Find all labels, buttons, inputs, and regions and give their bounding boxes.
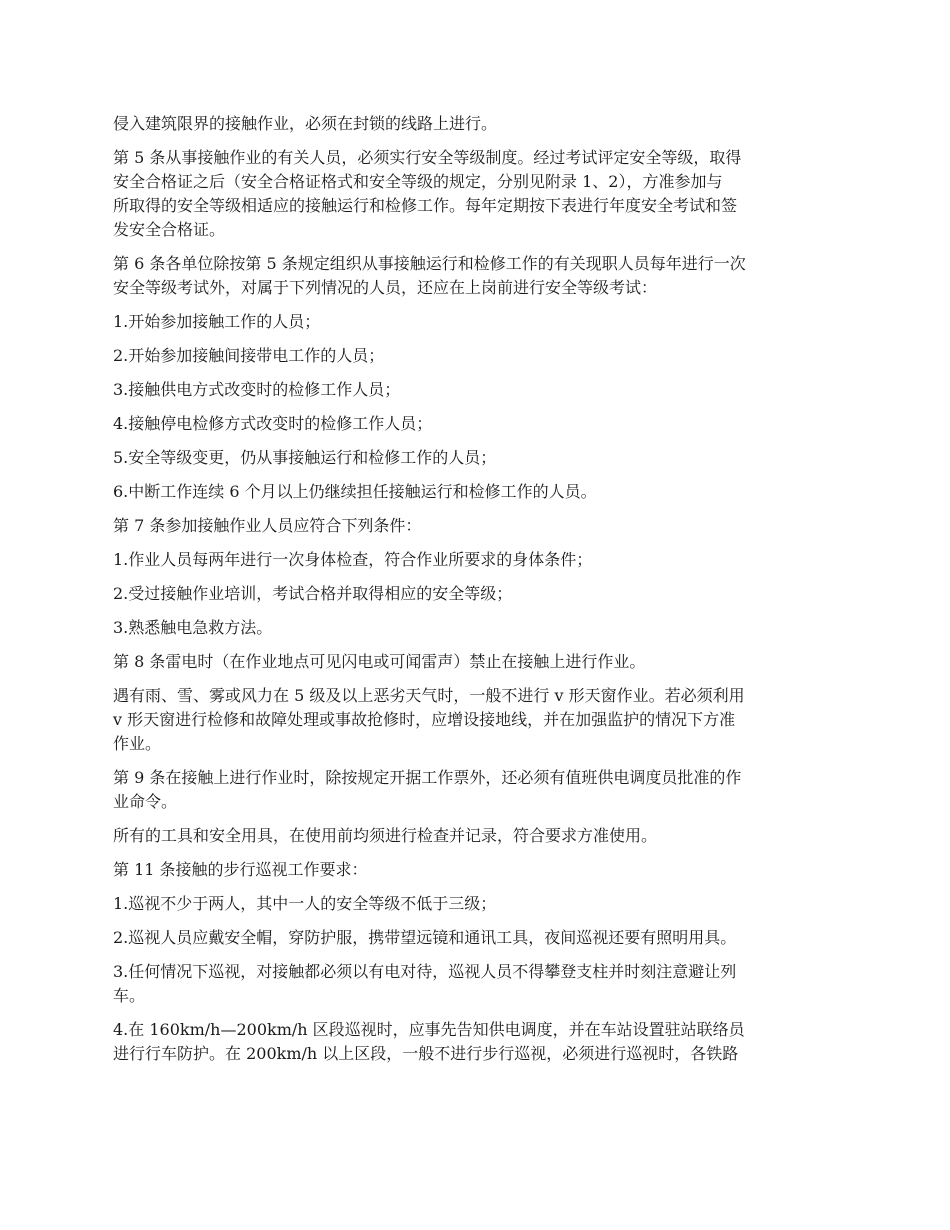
list-item: 4.接触停电检修方式改变时的检修工作人员； (113, 414, 433, 433)
paragraph: 第 8 条雷电时（在作业地点可见闪电或可闻雷声）禁止在接触上进行作业。 (113, 652, 646, 671)
paragraph: 第 11 条接触的步行巡视工作要求： (113, 860, 368, 879)
list-item: 4.在 160km/h—200km/h 区段巡视时，应事先告知供电调度，并在车站设置驻站联络员 进行行车防护。在 200km/h 以上区段，一般不进行步行巡视，必须进行巡视时，各铁路 (113, 1020, 745, 1063)
list-item: 2.受过接触作业培训，考试合格并取得相应的安全等级； (113, 584, 513, 603)
paragraph: 第 5 条从事接触作业的有关人员，必须实行安全等级制度。经过考试评定安全等级，取得 安全合格证之后（安全合格证格式和安全等级的规定，分别见附录 1、2），方准参加与 所取得的安全等级相适应的接触运行和检修工作。每年定期按下表进行年度安全考试和签 发安全合格证。 (113, 148, 742, 239)
list-item: 3.任何情况下巡视，对接触都必须以有电对待，巡视人员不得攀登支柱并时刻注意避让列 车。 (113, 962, 737, 1005)
list-item: 1.作业人员每两年进行一次身体检查，符合作业所要求的身体条件； (113, 550, 593, 569)
paragraph: 第 9 条在接触上进行作业时，除按规定开据工作票外，还必须有值班供电调度员批准的作 业命令。 (113, 768, 742, 811)
paragraph: 遇有雨、雪、雾或风力在 5 级及以上恶劣天气时，一般不进行 v 形天窗作业。若必须利用 v 形天窗进行检修和故障处理或事故抢修时，应增设接地线，并在加强监护的情况下方准 作业。 (113, 686, 745, 753)
list-item: 1.巡视不少于两人，其中一人的安全等级不低于三级； (113, 894, 497, 913)
paragraph: 第 7 条参加接触作业人员应符合下列条件： (113, 516, 422, 535)
list-item: 6.中断工作连续 6 个月以上仍继续担任接触运行和检修工作的人员。 (113, 482, 597, 501)
list-item: 1.开始参加接触工作的人员； (113, 312, 321, 331)
list-item: 3.接触供电方式改变时的检修工作人员； (113, 380, 401, 399)
paragraph: 侵入建筑限界的接触作业，必须在封锁的线路上进行。 (113, 114, 498, 133)
list-item: 3.熟悉触电急救方法。 (113, 618, 273, 637)
document-body (113, 112, 841, 1076)
paragraph: 所有的工具和安全用具，在使用前均须进行检查并记录，符合要求方准使用。 (113, 826, 658, 845)
list-item: 5.安全等级变更，仍从事接触运行和检修工作的人员； (113, 448, 497, 467)
paragraph: 第 6 条各单位除按第 5 条规定组织从事接触运行和检修工作的有关现职人员每年进行一次 安全等级考试外，对属于下列情况的人员，还应在上岗前进行安全等级考试： (113, 254, 746, 297)
list-item: 2.开始参加接触间接带电工作的人员； (113, 346, 385, 365)
list-item: 2.巡视人员应戴安全帽，穿防护服，携带望远镜和通讯工具，夜间巡视还要有照明用具。 (113, 928, 737, 947)
